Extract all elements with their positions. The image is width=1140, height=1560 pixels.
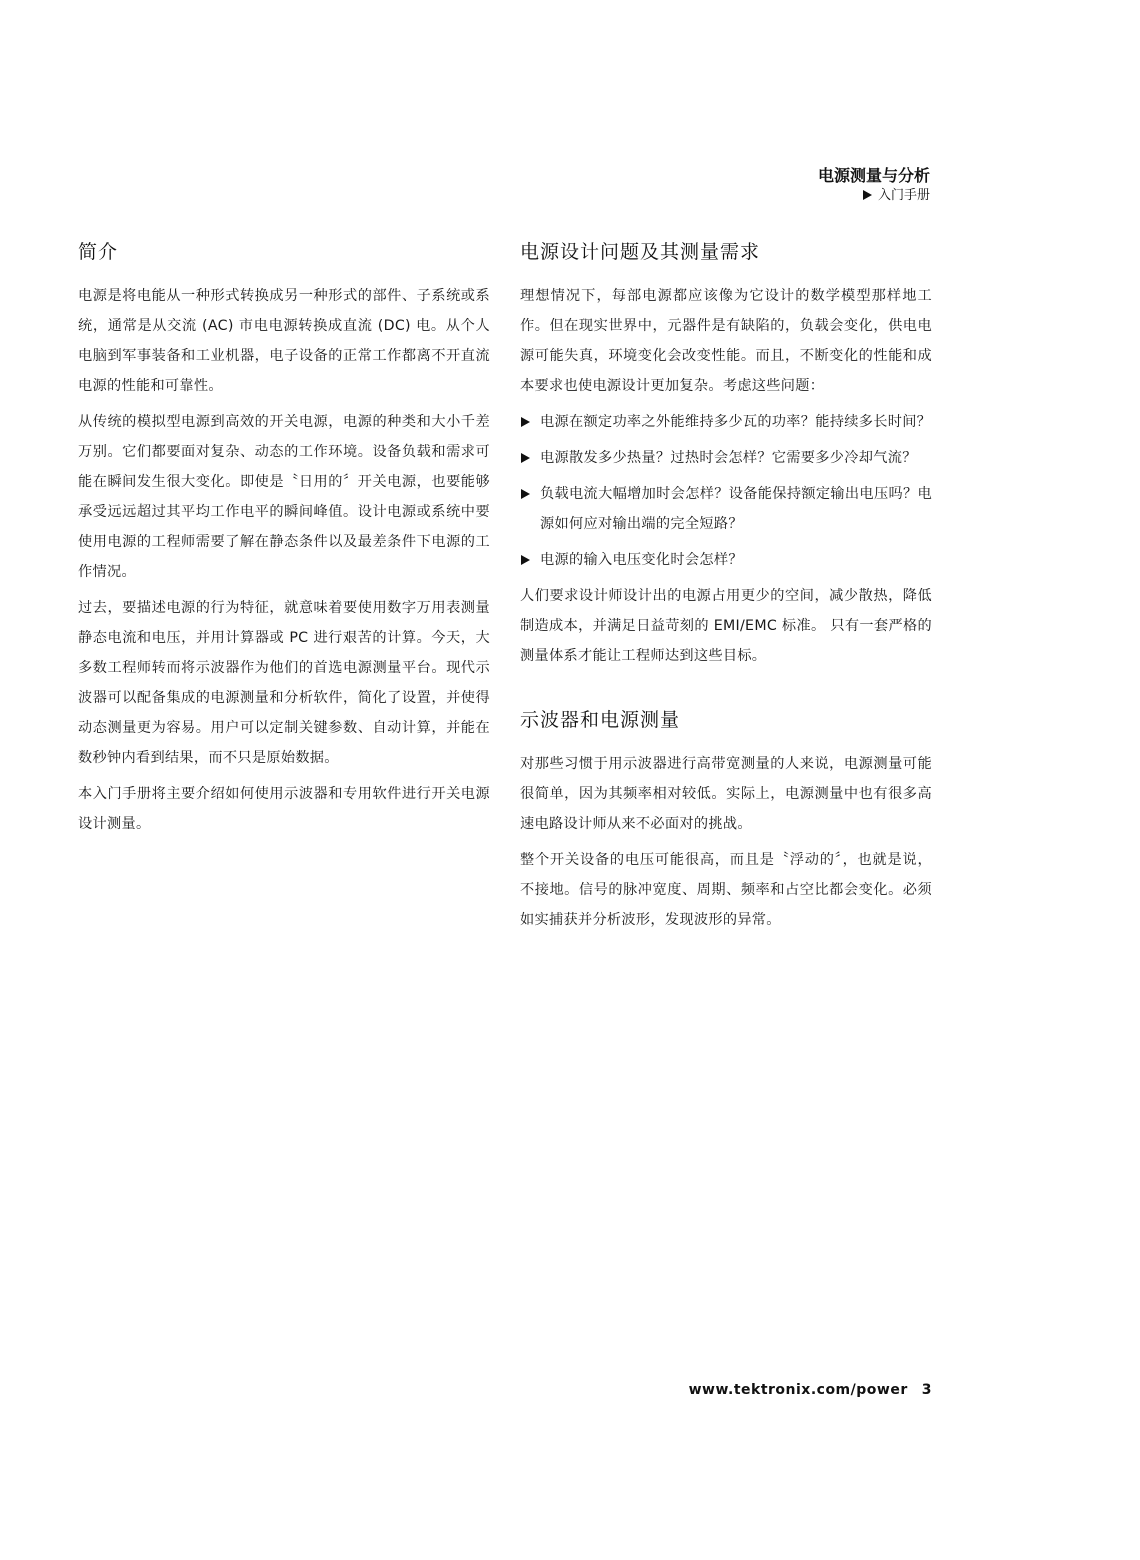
- document-subtitle: [818, 187, 930, 205]
- oscilloscope-heading: 示波器和电源测量: [520, 709, 681, 731]
- intro-heading: 简介: [78, 241, 119, 263]
- list-item-text: 电源的输入电压变化时会怎样？: [540, 552, 743, 568]
- triangle-bullet-icon: [521, 453, 530, 463]
- right-column: [520, 237, 932, 941]
- list-item: [520, 443, 932, 473]
- document-header: [818, 165, 930, 205]
- list-item-text: 电源散发多少热量？过热时会怎样？它需要多少冷却气流？: [540, 450, 917, 466]
- list-item-text: 电源在额定功率之外能维持多少瓦的功率？能持续多长时间？: [540, 414, 932, 430]
- document-title: 电源测量与分析: [817, 166, 930, 185]
- footer-url[interactable]: www.tektronix.com/power: [688, 1382, 908, 1398]
- document-subtitle-text: 入门手册: [877, 188, 930, 203]
- design-issues-closing: 人们要求设计师设计出的电源占用更少的空间，减少散热，降低制造成本，并满足日益苛刻的 EMI/EMC 标准。 只有一套严格的测量体系才能让工程师达到这些目标。: [520, 588, 932, 664]
- page-number: 3: [921, 1382, 932, 1398]
- triangle-bullet-icon: [863, 190, 872, 200]
- list-item-text: 负载电流大幅增加时会怎样？设备能保持额定输出电压吗？电源如何应对输出端的完全短路？: [540, 486, 932, 532]
- list-item: [520, 407, 932, 437]
- design-issues-intro: 理想情况下，每部电源都应该像为它设计的数学模型那样地工作。但在现实世界中，元器件是有缺陷的，负载会变化，供电电源可能失真，环境变化会改变性能。而且，不断变化的性能和成本要求也使电源设计更加复杂。考虑这些问题：: [520, 288, 932, 394]
- oscilloscope-paragraph-2: 整个开关设备的电压可能很高，而且是〝浮动的〞，也就是说，不接地。信号的脉冲宽度、周期、频率和占空比都会变化。必须如实捕获并分析波形，发现波形的异常。: [520, 852, 932, 928]
- page-footer: [689, 1382, 932, 1398]
- intro-paragraph-4: 本入门手册将主要介绍如何使用示波器和专用软件进行开关电源设计测量。: [78, 786, 490, 832]
- intro-paragraph-3: 过去，要描述电源的行为特征，就意味着要使用数字万用表测量静态电流和电压，并用计算器或 PC 进行艰苦的计算。今天，大多数工程师转而将示波器作为他们的首选电源测量平台。现代示波器可以配备集成的电源测量和分析软件，简化了设置，并使得动态测量更为容易。用户可以定制关键参数、自动计算，并能在数秒钟内看到结果，而不只是原始数据。: [78, 600, 490, 766]
- triangle-bullet-icon: [521, 489, 530, 499]
- intro-paragraph-1: 电源是将电能从一种形式转换成另一种形式的部件、子系统或系统，通常是从交流 (AC) 市电电源转换成直流 (DC) 电。从个人电脑到军事装备和工业机器，电子设备的正常工作都离不开直流电源的性能和可靠性。: [78, 288, 490, 394]
- list-item: [520, 479, 932, 539]
- design-issues-heading: 电源设计问题及其测量需求: [520, 241, 761, 263]
- list-item: [520, 545, 932, 575]
- triangle-bullet-icon: [521, 555, 530, 565]
- design-issues-list: [520, 407, 932, 575]
- intro-paragraph-2: 从传统的模拟型电源到高效的开关电源，电源的种类和大小千差万别。它们都要面对复杂、动态的工作环境。设备负载和需求可能在瞬间发生很大变化。即使是〝日用的〞开关电源，也要能够承受远远超过其平均工作电平的瞬间峰值。设计电源或系统中要使用电源的工程师需要了解在静态条件以及最差条件下电源的工作情况。: [78, 414, 490, 580]
- left-column: [78, 237, 490, 845]
- oscilloscope-paragraph-1: 对那些习惯于用示波器进行高带宽测量的人来说，电源测量可能很简单，因为其频率相对较低。实际上，电源测量中也有很多高速电路设计师从来不必面对的挑战。: [520, 756, 932, 832]
- triangle-bullet-icon: [521, 417, 530, 427]
